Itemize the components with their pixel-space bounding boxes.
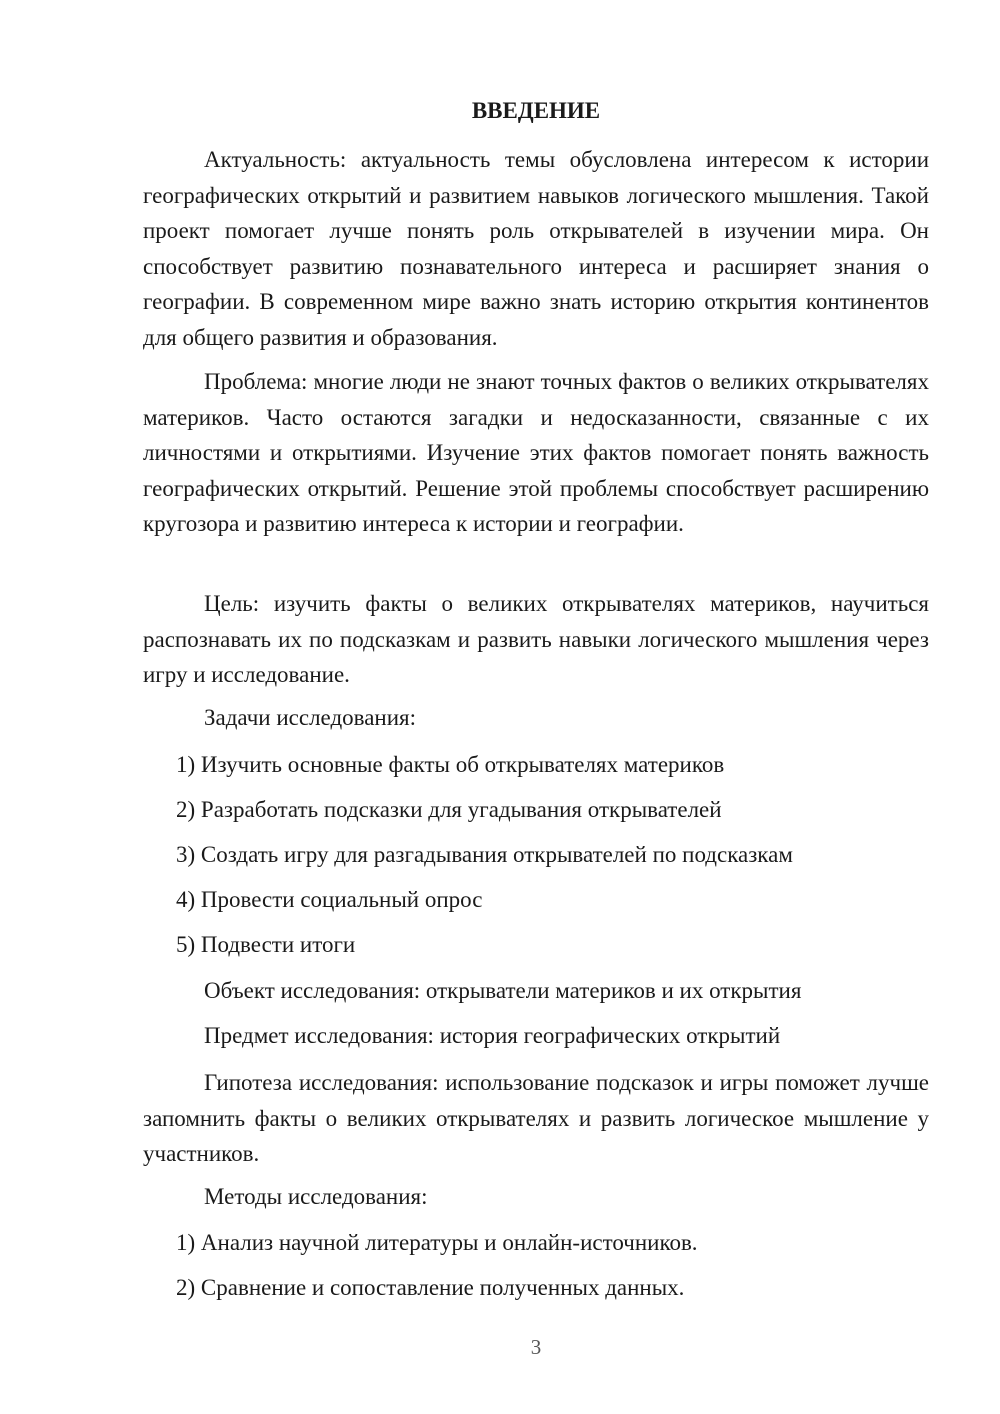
task-item-3: 3) Создать игру для разгадывания открывателей по подсказкам xyxy=(176,842,793,867)
method-item-1: 1) Анализ научной литературы и онлайн-источников. xyxy=(176,1230,698,1255)
hypothesis-paragraph: Гипотеза исследования: использование подсказок и игры поможет лучше запомнить факты о великих открывателях и развить логическое мышление у участников. xyxy=(143,1070,929,1166)
method-item-2: 2) Сравнение и сопоставление полученных данных. xyxy=(176,1275,685,1300)
task-item-2: 2) Разработать подсказки для угадывания открывателей xyxy=(176,797,722,822)
research-subject: Предмет исследования: история географических открытий xyxy=(204,1023,781,1048)
problem-paragraph: Проблема: многие люди не знают точных фактов о великих открывателях материков. Часто остаются загадки и недосказанности, связанные с их личностями и открытиями. Изучение этих фактов помогает понять важность географических открытий. Решение этой проблемы способствует расширению кругозора и развитию интереса к истории и географии. xyxy=(143,369,929,536)
page-number: 3 xyxy=(530,1335,542,1359)
relevance-paragraph: Актуальность: актуальность темы обусловлена интересом к истории географических открытий и развитием навыков логического мышления. Такой проект помогает лучше понять роль открывателей в изучении мира. Он способствует развитию познавательного интереса и расширяет знания о географии. В современном мире важно знать историю открытия континентов для общего развития и образования. xyxy=(143,147,929,350)
goal-paragraph: Цель: изучить факты о великих открывателях материков, научиться распознавать их по подсказкам и развить навыки логического мышления через игру и исследование. xyxy=(143,591,929,687)
section-heading: ВВЕДЕНИЕ xyxy=(471,98,601,123)
task-item-4: 4) Провести социальный опрос xyxy=(176,887,483,912)
task-item-5: 5) Подвести итоги xyxy=(176,932,356,957)
research-object: Объект исследования: открыватели материков и их открытия xyxy=(204,978,802,1003)
task-item-1: 1) Изучить основные факты об открывателях материков xyxy=(176,752,725,777)
methods-label: Методы исследования: xyxy=(204,1184,428,1209)
tasks-label: Задачи исследования: xyxy=(204,705,417,730)
